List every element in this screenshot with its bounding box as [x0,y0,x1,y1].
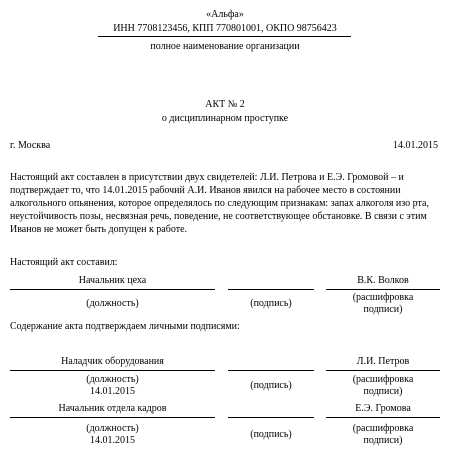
witness-1-signature-line [228,370,314,371]
org-name-underline [98,36,351,37]
witness-1-name: Л.И. Петров [356,356,410,367]
witness-1-position-caption: (должность) [86,374,139,385]
company-requisites: ИНН 7708123456, КПП 770801001, ОКПО 98756423 [113,23,337,34]
compiler-signature-caption: (подпись) [250,298,292,309]
witness-2-position: Начальник отдела кадров [58,403,167,414]
compiler-signature-line [228,289,314,290]
compiler-name-caption-2: подписи) [363,304,403,315]
witness-1-name-caption-1: (расшифровка [352,374,414,385]
witness-1-date: 14.01.2015 [90,386,135,397]
compiler-position-line [10,289,215,290]
act-body-text: Настоящий акт составлен в присутствии двух свидетелей: Л.И. Петрова и Е.Э. Громовой – и подтверждает то, что 14.01.2015 рабочий А.И. Иванов явился на рабочее место в состоянии алкогольного опьянения, которое определялось по следующим признакам: запах алкоголя изо рта, неустойчивость позы, несвязная речь, поведение, не соответствующее обстановке. В связи с этим Иванов не может быть допущен к работе. [10,172,429,235]
act-date: 14.01.2015 [393,140,438,151]
act-subject: о дисциплинарном проступке [161,113,289,124]
witness-2-name-line [326,417,440,418]
witness-2-name: Е.Э. Громова [355,403,411,414]
witness-2-name-caption-1: (расшифровка [352,423,414,434]
compiler-position: Начальник цеха [78,275,147,286]
witness-1-signature-caption: (подпись) [250,380,292,391]
compiler-name-line [326,289,440,290]
witness-1-position: Наладчик оборудования [61,356,164,367]
org-name-caption: полное наименование организации [150,41,300,52]
compiler-name-caption-1: (расшифровка [352,292,414,303]
confirm-caption: Содержание акта подтверждаем личными подписями: [10,321,240,332]
city: г. Москва [10,140,51,151]
witness-1-name-line [326,370,440,371]
act-title: АКТ № 2 [205,99,245,110]
witness-1-position-line [10,370,215,371]
witness-2-position-line [10,417,215,418]
witness-2-position-caption: (должность) [86,423,139,434]
compiled-by-caption: Настоящий акт составил: [10,257,118,268]
company-name: «Альфа» [206,9,244,20]
witness-2-signature-caption: (подпись) [250,429,292,440]
compiler-position-caption: (должность) [86,298,139,309]
witness-2-signature-line [228,417,314,418]
witness-1-name-caption-2: подписи) [363,386,403,397]
compiler-name: В.К. Волков [357,275,409,286]
witness-2-date: 14.01.2015 [90,435,135,446]
witness-2-name-caption-2: подписи) [363,435,403,446]
